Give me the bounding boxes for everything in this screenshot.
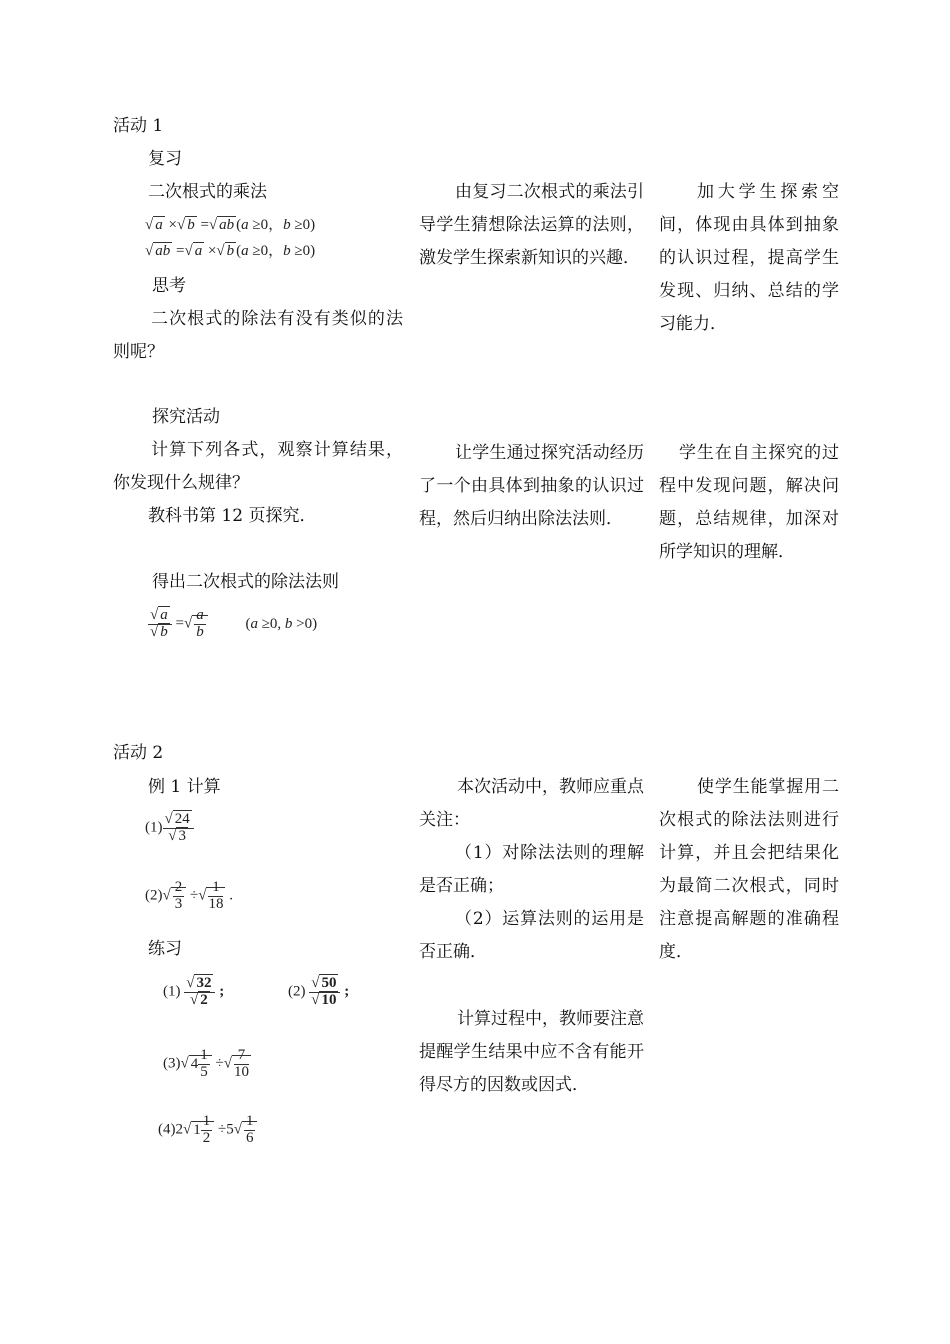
activity1-goal-1: 加大学生探索空间，体现由具体到抽象的认识过程，提高学生发现、归纳、总结的学习能力． bbox=[659, 182, 839, 334]
explore-label: 探究活动 bbox=[152, 407, 220, 427]
activity1-heading: 活动 1 bbox=[113, 116, 164, 136]
practice-1: (1) $\frac{√ 32}{√ 2}$ ; bbox=[163, 975, 225, 1008]
activity2-focus-item-1: （1）对除法法则的理解是否正确； bbox=[419, 843, 644, 896]
multiplication-formula-2: √ ab =√ a ×√ b (a ≥0，b ≥0) bbox=[145, 243, 316, 259]
example-label: 例 1 计算 bbox=[148, 777, 221, 797]
multiplication-title: 二次根式的乘法 bbox=[148, 182, 267, 202]
practice-3: (3)√ 4 $\frac{1}{5}$ ÷√ $\frac{7}{10}$ bbox=[163, 1047, 249, 1080]
activity2-focus-item-2: （2）运算法则的运用是否正确． bbox=[419, 909, 644, 962]
think-text: 二次根式的除法有没有类似的法则呢？ bbox=[113, 309, 403, 362]
activity1-intent-2: 让学生通过探究活动经历了一个由具体到抽象的认识过程，然后归纳出除法法则． bbox=[419, 443, 644, 529]
activity2-teacher-note: 计算过程中，教师要注意提醒学生结果中应不含有能开得尽方的因数或因式． bbox=[419, 1009, 644, 1095]
example-1: (1) $\frac{√ 24}{√ 3}$ bbox=[145, 812, 194, 845]
activity1-intent-1: 由复习二次根式的乘法引导学生猜想除法运算的法则，激发学生探索新知识的兴趣． bbox=[419, 182, 644, 268]
practice-2: (2) $\frac{√ 50}{√ 10}$ ; bbox=[288, 975, 350, 1008]
practice-label: 练习 bbox=[148, 939, 182, 959]
review-label: 复习 bbox=[148, 149, 182, 169]
activity2-goal: 使学生能掌握用二次根式的除法法则进行计算，并且会把结果化为最简二次根式，同时注意提高解题的准确程度． bbox=[659, 777, 839, 962]
explore-text: 计算下列各式，观察计算结果，你发现什么规律？ bbox=[113, 440, 403, 493]
textbook-reference: 教科书第 12 页探究． bbox=[148, 506, 317, 526]
example-2: (2)√ $\frac{2}{3}$ ÷√ $\frac{1}{18}$ . bbox=[145, 879, 233, 912]
activity2-focus-intro: 本次活动中，教师应重点关注： bbox=[419, 777, 644, 830]
division-rule-formula: $\frac{√ a}{√ b}$ =√ $\frac{a}{b}$ (a ≥0, b >0) bbox=[150, 607, 318, 640]
multiplication-formula-1: √ a ×√ b =√ ab (a ≥0，b ≥0) bbox=[145, 217, 316, 233]
practice-4: (4)2√ 1 $\frac{1}{2}$ ÷5√ $\frac{1}{6}$ bbox=[158, 1114, 257, 1147]
conclusion-text: 得出二次根式的除法法则 bbox=[152, 572, 339, 592]
think-label: 思考 bbox=[152, 276, 186, 296]
activity2-heading: 活动 2 bbox=[113, 743, 164, 763]
activity1-goal-2: 学生在自主探究的过程中发现问题，解决问题，总结规律，加深对所学知识的理解． bbox=[659, 443, 839, 562]
